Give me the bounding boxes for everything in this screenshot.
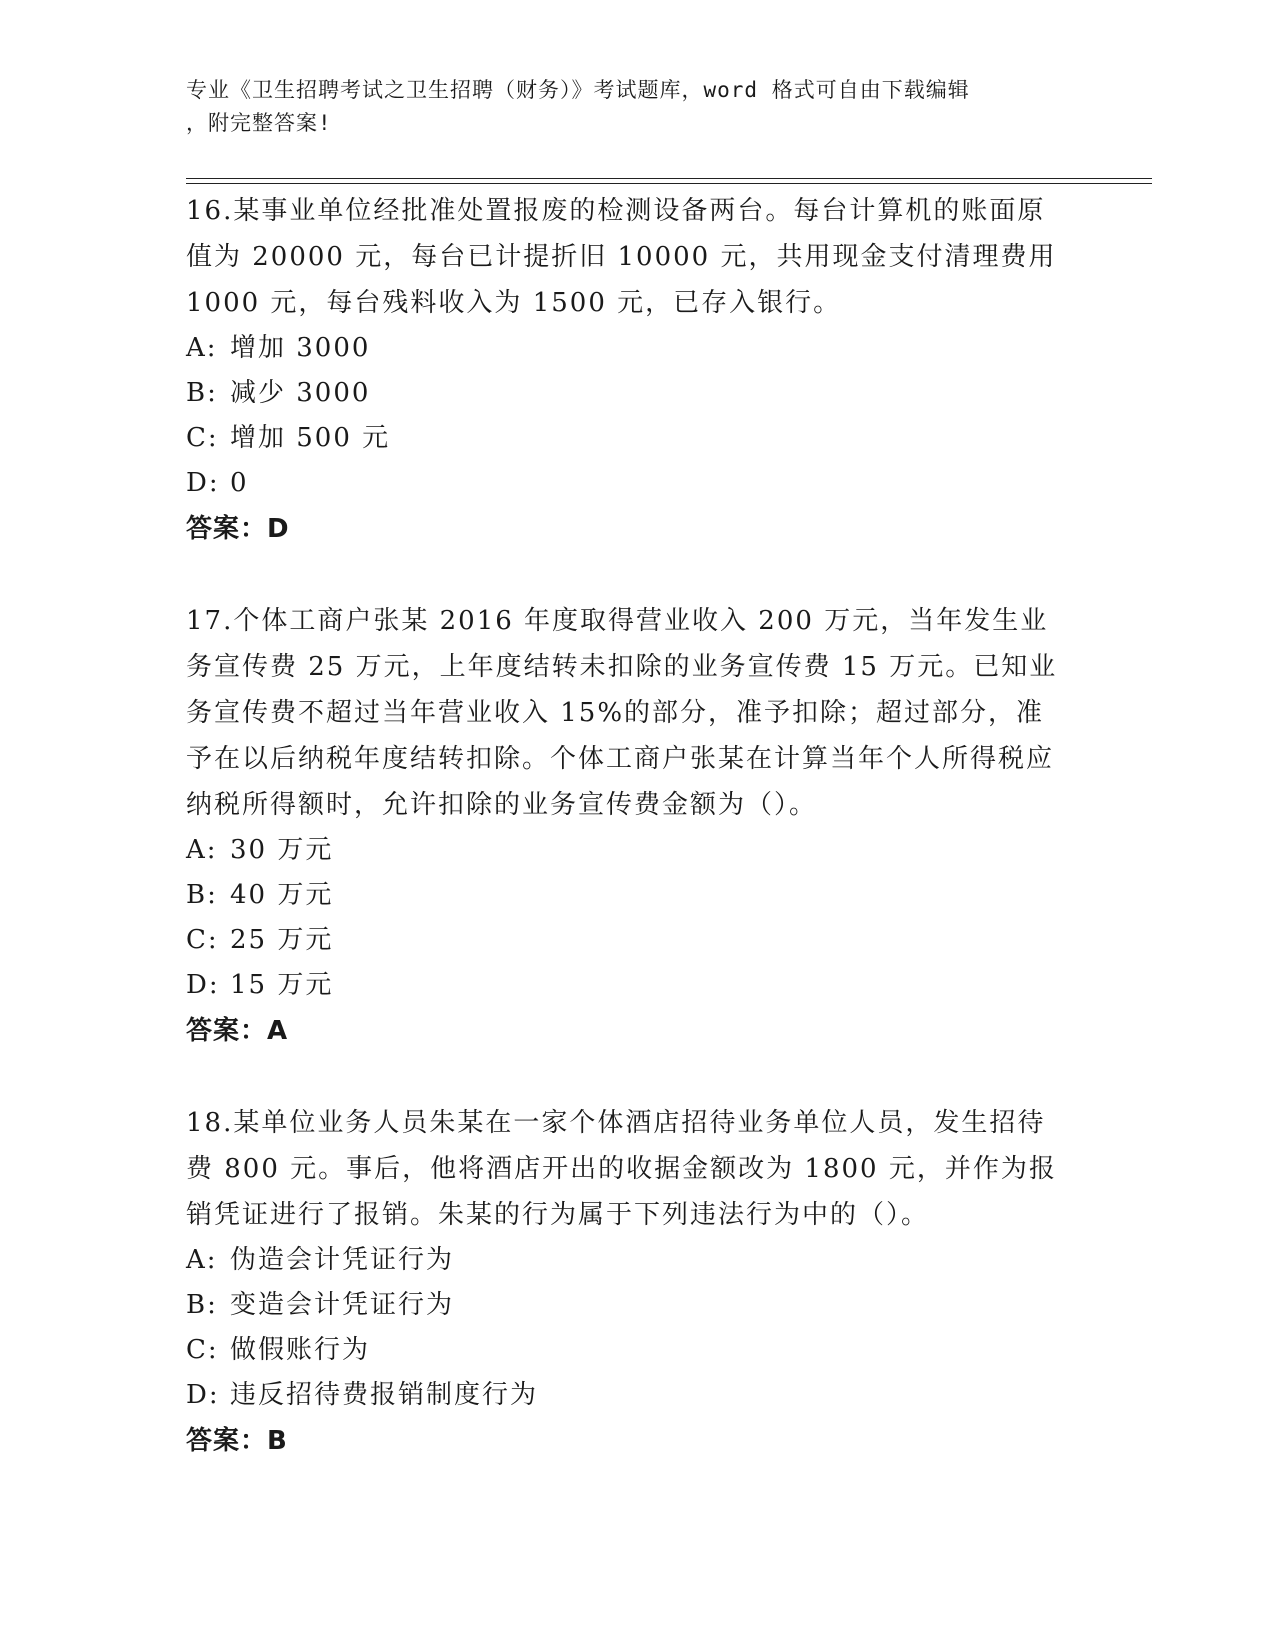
answer-label: 答案：B [186, 1426, 288, 1456]
option-a [186, 1238, 1066, 1283]
option-letter: C: [186, 423, 219, 453]
option-letter: C: [186, 925, 219, 955]
option-text: 0 [230, 468, 249, 498]
option-letter: B: [186, 1290, 218, 1320]
option-d [186, 1373, 1066, 1418]
option-letter: B: [186, 378, 218, 408]
option-text: 减少 3000 [230, 378, 371, 408]
option-letter: D: [186, 1380, 220, 1410]
question-18 [186, 1100, 1066, 1464]
question-text: 16.某事业单位经批准处置报废的检测设备两台。每台计算机的账面原值为 20000 元，每台已计提折旧 10000 元，共用现金支付清理费用 1000 元，每台残料收入为 1500 元，已存入银行。 [186, 196, 1057, 318]
option-letter: A: [186, 333, 218, 363]
question-text: 17.个体工商户张某 2016 年度取得营业收入 200 万元，当年发生业务宣传费 25 万元，上年度结转未扣除的业务宣传费 15 万元。已知业务宣传费不超过当年营业收入 15%的部分，准予扣除；超过部分，准予在以后纳税年度结转扣除。个体工商户张某在计算当年个人所得税应纳税所得额时，允许扣除的业务宣传费金额为（）。 [186, 606, 1058, 820]
option-letter: B: [186, 880, 218, 910]
option-text: 15 万元 [230, 970, 334, 1000]
option-a [186, 828, 1066, 873]
option-c [186, 416, 1066, 461]
header-divider-top [186, 178, 1152, 179]
document-header [186, 74, 1066, 140]
answer-label: 答案：A [186, 1016, 289, 1046]
option-b [186, 1283, 1066, 1328]
option-text: 伪造会计凭证行为 [230, 1245, 455, 1275]
option-text: 做假账行为 [230, 1335, 371, 1365]
option-d [186, 963, 1066, 1008]
option-letter: A: [186, 1245, 218, 1275]
option-d [186, 461, 1066, 506]
option-text: 变造会计凭证行为 [230, 1290, 455, 1320]
option-c [186, 918, 1066, 963]
option-letter: A: [186, 835, 218, 865]
option-b [186, 371, 1066, 416]
question-17 [186, 598, 1066, 1054]
header-line-2: ，附完整答案! [186, 111, 332, 135]
option-text: 增加 3000 [230, 333, 371, 363]
option-a [186, 326, 1066, 371]
option-text: 25 万元 [230, 925, 334, 955]
option-b [186, 873, 1066, 918]
option-text: 增加 500 元 [230, 423, 391, 453]
option-letter: C: [186, 1335, 219, 1365]
header-line-1: 专业《卫生招聘考试之卫生招聘（财务）》考试题库，word 格式可自由下载编辑 [186, 78, 970, 102]
option-text: 30 万元 [230, 835, 334, 865]
option-c [186, 1328, 1066, 1373]
option-text: 违反招待费报销制度行为 [230, 1380, 539, 1410]
question-16 [186, 188, 1066, 552]
option-letter: D: [186, 468, 220, 498]
answer-label: 答案：D [186, 514, 290, 544]
option-text: 40 万元 [230, 880, 334, 910]
option-letter: D: [186, 970, 220, 1000]
question-text: 18.某单位业务人员朱某在一家个体酒店招待业务单位人员，发生招待费 800 元。事后，他将酒店开出的收据金额改为 1800 元，并作为报销凭证进行了报销。朱某的行为属于下列违法行为中的（）。 [186, 1108, 1057, 1230]
header-divider-bottom [186, 183, 1152, 184]
